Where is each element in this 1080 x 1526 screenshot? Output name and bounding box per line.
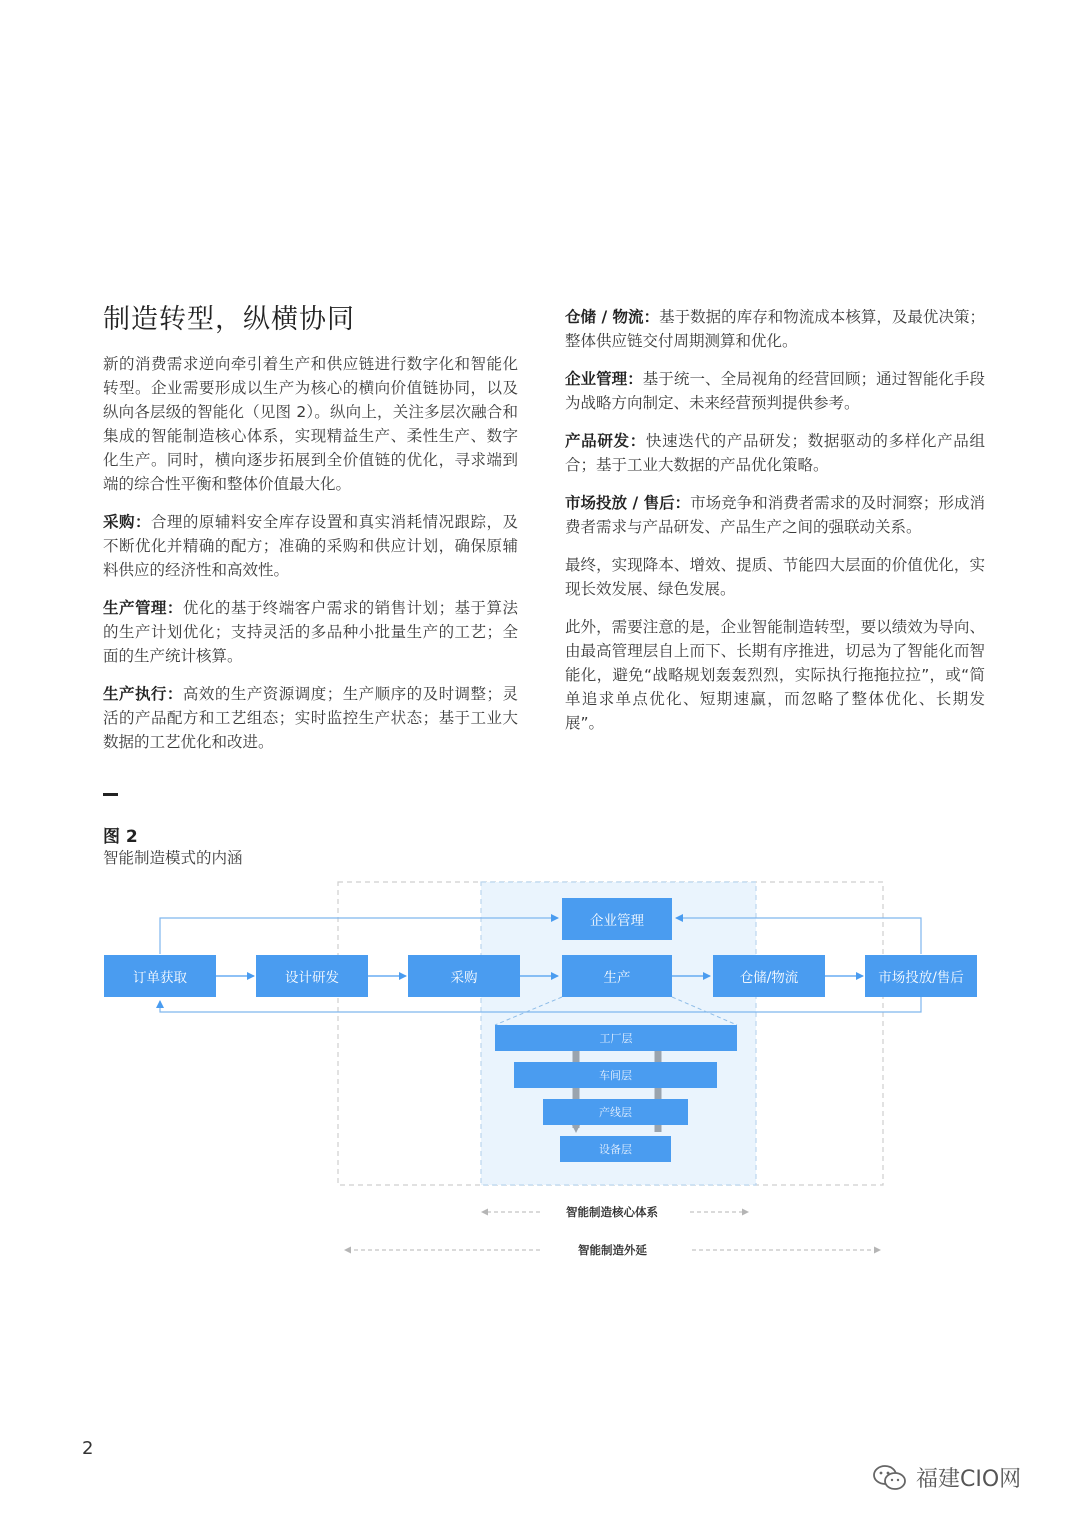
- item-market-aftersales: [565, 491, 985, 539]
- item-label: 市场投放 / 售后：: [565, 493, 691, 512]
- item-label: 生产执行：: [103, 684, 183, 703]
- item-production-management: [103, 596, 518, 668]
- box-procurement: 采购: [408, 955, 520, 997]
- item-text: 基于数据的库存和物流成本核算，及最优决策；整体供应链交付周期测算和优化。: [565, 308, 985, 350]
- figure-caption: 智能制造模式的内涵: [103, 849, 243, 867]
- item-production-execution: [103, 682, 518, 754]
- item-text: 优化的基于终端客户需求的销售计划；基于算法的生产计划优化；支持灵活的多品种小批量生产的工艺；全面的生产统计核算。: [103, 599, 518, 665]
- item-label: 采购：: [103, 512, 151, 531]
- article-title: 制造转型，纵横协同: [103, 304, 355, 335]
- item-text: 快速迭代的产品研发；数据驱动的多样化产品组合；基于工业大数据的产品优化策略。: [565, 432, 985, 474]
- left-column: [103, 300, 518, 768]
- layer-workshop: 车间层: [514, 1062, 717, 1088]
- page-number: 2: [82, 1438, 94, 1459]
- watermark: [872, 1462, 1021, 1493]
- item-text: 合理的原辅料安全库存设置和真实消耗情况跟踪，及不断优化并精确的配方；准确的采购和供应计划，确保原辅料供应的经济性和高效性。: [103, 513, 518, 579]
- conclusion-paragraph: 最终，实现降本、增效、提质、节能四大层面的价值优化，实现长效发展、绿色发展。: [565, 556, 985, 598]
- box-warehouse-logistics: 仓储/物流: [713, 955, 825, 997]
- figure-divider: [103, 793, 118, 796]
- item-label: 生产管理：: [103, 598, 183, 617]
- layer-equipment: 设备层: [560, 1136, 671, 1162]
- figure-label: 图 2: [103, 827, 138, 847]
- right-column: [565, 305, 985, 749]
- box-market-aftersales: 市场投放/售后: [865, 955, 977, 997]
- box-enterprise-management: 企业管理: [562, 898, 672, 940]
- item-procurement: [103, 510, 518, 582]
- item-text: 市场竞争和消费者需求的及时洞察；形成消费者需求与产品研发、产品生产之间的强联动关系。: [565, 494, 985, 536]
- note-paragraph: 此外，需要注意的是，企业智能制造转型，要以绩效为导向、由最高管理层自上而下、长期有序推进，切忌为了智能化而智能化，避免“战略规划轰轰烈烈，实际执行拖拖拉拉”，或“简单追求单点优化、短期速赢，而忽略了整体优化、长期发展”。: [565, 618, 985, 732]
- item-label: 企业管理：: [565, 369, 643, 388]
- core-system-label: 智能制造核心体系: [562, 1204, 662, 1220]
- item-text: 基于统一、全局视角的经营回顾；通过智能化手段为战略方向制定、未来经营预判提供参考。: [565, 370, 985, 412]
- layer-production-line: 产线层: [543, 1099, 688, 1125]
- item-label: 产品研发：: [565, 431, 646, 450]
- item-text: 高效的生产资源调度；生产顺序的及时调整；灵活的产品配方和工艺组态；实时监控生产状态；基于工业大数据的工艺优化和改进。: [103, 685, 518, 751]
- intro-paragraph: 新的消费需求逆向牵引着生产和供应链进行数字化和智能化转型。企业需要形成以生产为核心的横向价值链协同，以及纵向各层级的智能化（见图 2）。纵向上，关注多层次融合和集成的智能制造核心体系，实现精益生产、柔性生产、数字化生产。同时，横向逐步拓展到全价值链的优化，寻求端到端的综合性平衡和整体价值最大化。: [103, 355, 518, 493]
- item-warehouse-logistics: [565, 305, 985, 353]
- box-order-acquisition: 订单获取: [104, 955, 216, 997]
- smart-manufacturing-diagram: [0, 870, 1080, 1270]
- box-design-rd: 设计研发: [256, 955, 368, 997]
- item-product-rd: [565, 429, 985, 477]
- item-enterprise-management: [565, 367, 985, 415]
- item-label: 仓储 / 物流：: [565, 307, 660, 326]
- layer-factory: 工厂层: [495, 1025, 737, 1051]
- watermark-text: 福建CIO网: [916, 1467, 1022, 1492]
- box-production: 生产: [562, 955, 672, 997]
- outer-extension-label: 智能制造外延: [574, 1242, 651, 1258]
- wechat-icon: [872, 1463, 908, 1493]
